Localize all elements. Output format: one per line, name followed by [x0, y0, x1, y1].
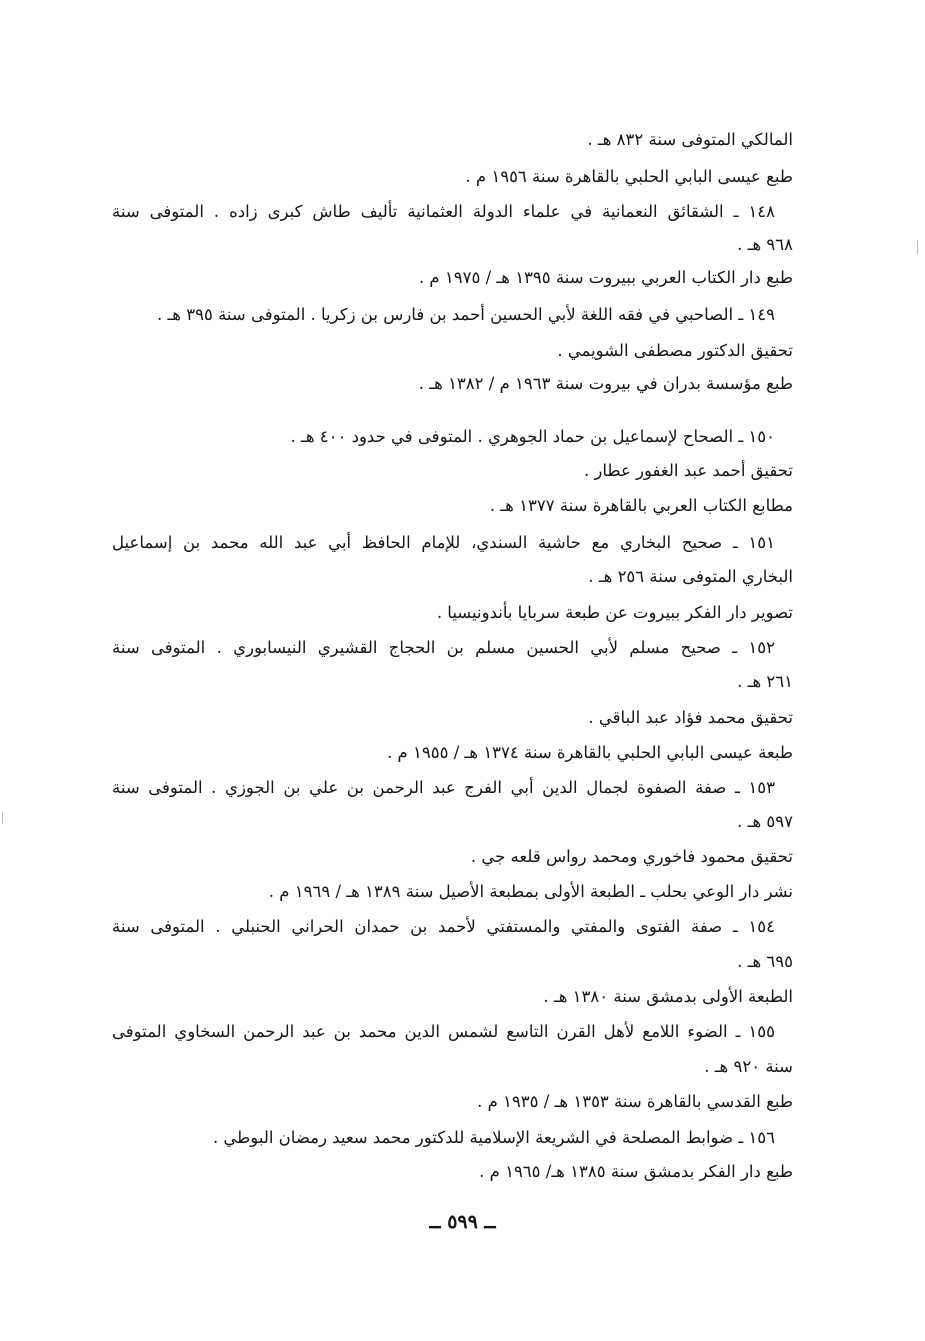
text-line: طبعة عيسى البابي الحلبي بالقاهرة سنة ١٣٧٤ هـ / ١٩٥٥ م . [387, 743, 793, 762]
text-line: مطابع الكتاب العربي بالقاهرة سنة ١٣٧٧ هـ . [489, 496, 793, 515]
text-line: الطبعة الأولى بدمشق سنة ١٣٨٠ هـ . [543, 987, 793, 1006]
bibliography-entry-153: ١٥٣ ـ صفة الصفوة لجمال الدين أبي الفرج عبد الرحمن بن علي بن الجوزي . المتوفى سنة [112, 778, 775, 797]
scan-edge-mark [917, 240, 918, 254]
text-line: نشر دار الوعي بحلب ـ الطبعة الأولى بمطبعة الأصيل سنة ١٣٨٩ هـ / ١٩٦٩ م . [268, 882, 793, 901]
text-line: ٦٩٥ هـ . [737, 952, 793, 971]
bibliography-entry-156: ١٥٦ ـ ضوابط المصلحة في الشريعة الإسلامية للدكتور محمد سعيد رمضان البوطي . [212, 1128, 775, 1147]
bibliography-entry-155: ١٥٥ ـ الضوء اللامع لأهل القرن التاسع لشمس الدين محمد بن عبد الرحمن السخاوي المتوفى [112, 1022, 775, 1041]
text-line: طبع مؤسسة بدران في بيروت سنة ١٩٦٣ م / ١٣٨٢ هـ . [418, 374, 793, 393]
text-line: طبع عيسى البابي الحلبي بالقاهرة سنة ١٩٥٦ م . [465, 167, 793, 186]
bibliography-entry-151: ١٥١ ـ صحيح البخاري مع حاشية السندي، للإمام الحافظ أبي عبد الله محمد بن إسماعيل [112, 533, 775, 552]
bibliography-entry-149: ١٤٩ ـ الصاحبي في فقه اللغة لأبي الحسين أحمد بن فارس بن زكريا . المتوفى سنة ٣٩٥ هـ . [156, 305, 775, 324]
text-line: تحقيق أحمد عبد الغفور عطار . [583, 461, 793, 480]
text-line: طبع دار الكتاب العربي ببيروت سنة ١٣٩٥ هـ / ١٩٧٥ م . [418, 268, 793, 287]
text-line: ٩٦٨ هـ . [737, 235, 793, 254]
scan-edge-mark [2, 812, 3, 824]
text-line: ٥٩٧ هـ . [737, 812, 793, 831]
page-number: ــ ٥٩٩ ــ [429, 1211, 496, 1233]
bibliography-entry-150: ١٥٠ ـ الصحاح لإسماعيل بن حماد الجوهري . المتوفى في حدود ٤٠٠ هـ . [290, 427, 775, 446]
text-line: تصوير دار الفكر ببيروت عن طبعة سربايا بأندونيسيا . [436, 603, 793, 622]
bibliography-entry-148: ١٤٨ ـ الشقائق النعمانية في علماء الدولة العثمانية تأليف طاش كبرى زاده . المتوفى سنة [112, 202, 775, 221]
text-line: طبع القدسي بالقاهرة سنة ١٣٥٣ هـ / ١٩٣٥ م . [477, 1092, 793, 1111]
text-line: تحقيق محمود فاخوري ومحمد رواس قلعه جي . [470, 847, 793, 866]
text-line: سنة ٩٢٠ هـ . [704, 1057, 793, 1076]
bibliography-entry-154: ١٥٤ ـ صفة الفتوى والمفتي والمستفتي لأحمد بن حمدان الحراني الحنبلي . المتوفى سنة [112, 917, 775, 936]
bibliography-entry-152: ١٥٢ ـ صحيح مسلم لأبي الحسين مسلم بن الحجاج القشيري النيسابوري . المتوفى سنة [112, 638, 775, 657]
text-line: تحقيق محمد فؤاد عبد الباقي . [588, 708, 793, 727]
text-line: ٢٦١ هـ . [737, 672, 793, 691]
text-line: طبع دار الفكر بدمشق سنة ١٣٨٥ هـ/ ١٩٦٥ م . [479, 1162, 793, 1181]
text-line: المالكي المتوفى سنة ٨٣٢ هـ . [587, 130, 793, 149]
text-line: تحقيق الدكتور مصطفى الشويمي . [557, 341, 793, 360]
text-line: البخاري المتوفى سنة ٢٥٦ هـ . [588, 567, 793, 586]
